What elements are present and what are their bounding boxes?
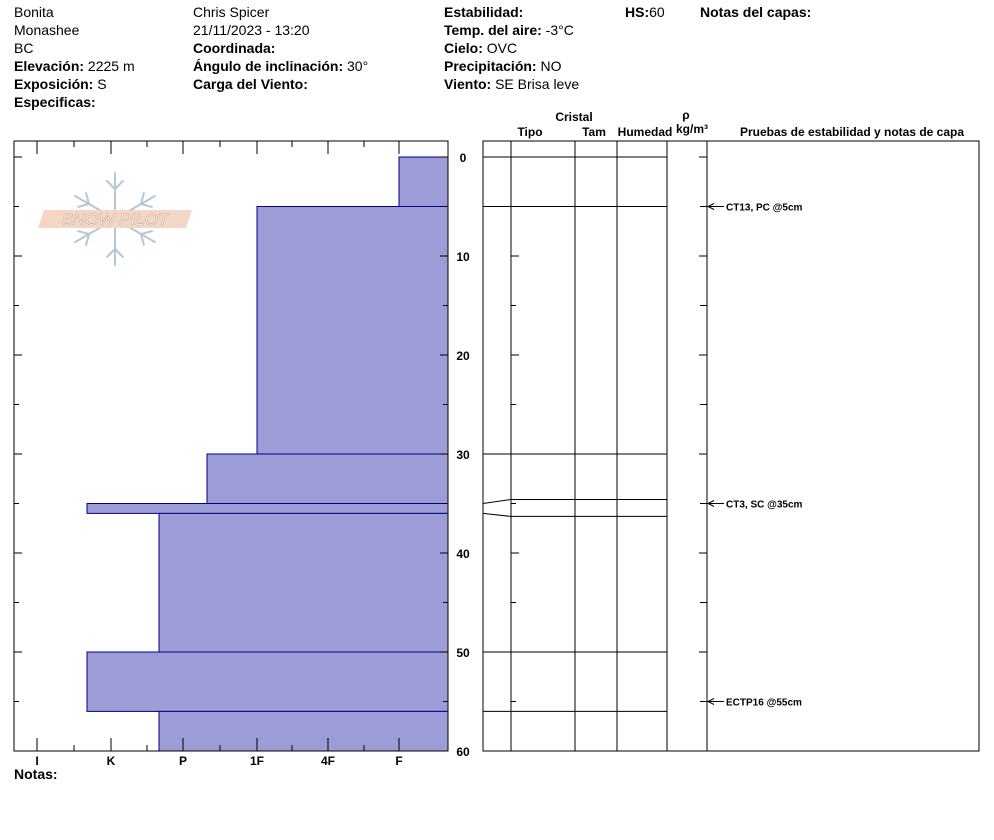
elevation-label: Elevación: (14, 58, 85, 74)
stability-test-label: CT3, SC @35cm (726, 499, 803, 511)
sky-label: Cielo: (444, 40, 483, 56)
elevation-value: 2225 m (87, 58, 135, 74)
col-header-tests: Pruebas de estabilidad y notas de capa (739, 125, 965, 139)
col-header-moisture: Humedad (617, 125, 673, 139)
col-header-density-symbol: ρ (682, 108, 690, 122)
wind-label: Viento: (444, 76, 492, 92)
depth-axis-label: 60 (456, 745, 470, 759)
hardness-layer-bar (159, 513, 448, 652)
depth-axis-label: 0 (459, 151, 467, 165)
thin-layer-connector (483, 513, 511, 516)
precip-value: NO (540, 58, 562, 74)
stability-label: Estabilidad: (444, 4, 524, 20)
region-name: BC (14, 40, 34, 56)
air-temp-value: -3°C (545, 22, 574, 38)
precip-label: Precipitación: (444, 58, 537, 74)
hardness-layer-bar (399, 157, 448, 207)
hardness-tick-label: K (106, 754, 116, 768)
logo-text: SNOW PILOT (61, 210, 169, 229)
wind-value: SE Brisa leve (495, 76, 580, 92)
layer-notes-label: Notas del capas: (700, 4, 812, 20)
col-header-type: Tipo (517, 125, 543, 139)
hardness-layer-bar (257, 207, 448, 455)
snow-height-value: 60 (649, 4, 665, 20)
specifics-label: Especificas: (14, 94, 96, 110)
observer-name: Chris Spicer (193, 4, 270, 20)
hardness-tick-label: I (35, 754, 39, 768)
stability-test-label: CT13, PC @5cm (726, 202, 803, 214)
col-header-size: Tam (582, 125, 606, 139)
location-name: Bonita (14, 4, 54, 20)
slope-angle-value: 30° (347, 58, 369, 74)
hardness-layer-bar (87, 504, 448, 514)
depth-axis-label: 20 (456, 349, 470, 363)
snowpilot-logo (38, 173, 192, 265)
aspect-value: S (97, 76, 107, 92)
depth-axis-label: 40 (456, 547, 470, 561)
layer-table-frame (483, 141, 979, 751)
stability-test-label: ECTP16 @55cm (726, 697, 802, 709)
coordinate-label: Coordinada: (193, 40, 276, 56)
wind-load-label: Carga del Viento: (193, 76, 308, 92)
depth-axis-label: 30 (456, 448, 470, 462)
col-header-crystal: Cristal (555, 110, 593, 124)
air-temp-label: Temp. del aire: (444, 22, 542, 38)
observation-datetime: 21/11/2023 - 13:20 (193, 22, 310, 38)
aspect-label: Exposición: (14, 76, 94, 92)
hardness-tick-label: 1F (249, 754, 265, 768)
hardness-tick-label: P (178, 754, 188, 768)
depth-axis-label: 10 (456, 250, 470, 264)
hardness-layer-bar (207, 454, 448, 504)
hardness-tick-label: 4F (320, 754, 336, 768)
notes-label: Notas: (14, 766, 58, 782)
hardness-layer-bar (87, 652, 448, 711)
col-header-density-unit: kg/m³ (675, 122, 709, 136)
snow-height-label: HS: (625, 4, 650, 20)
hardness-layer-bar (159, 711, 448, 751)
thin-layer-connector (483, 500, 511, 504)
hardness-tick-label: F (395, 754, 403, 768)
area-name: Monashee (14, 22, 80, 38)
sky-value: OVC (486, 40, 518, 56)
depth-axis-label: 50 (456, 646, 470, 660)
slope-angle-label: Ángulo de inclinación: (193, 58, 344, 74)
